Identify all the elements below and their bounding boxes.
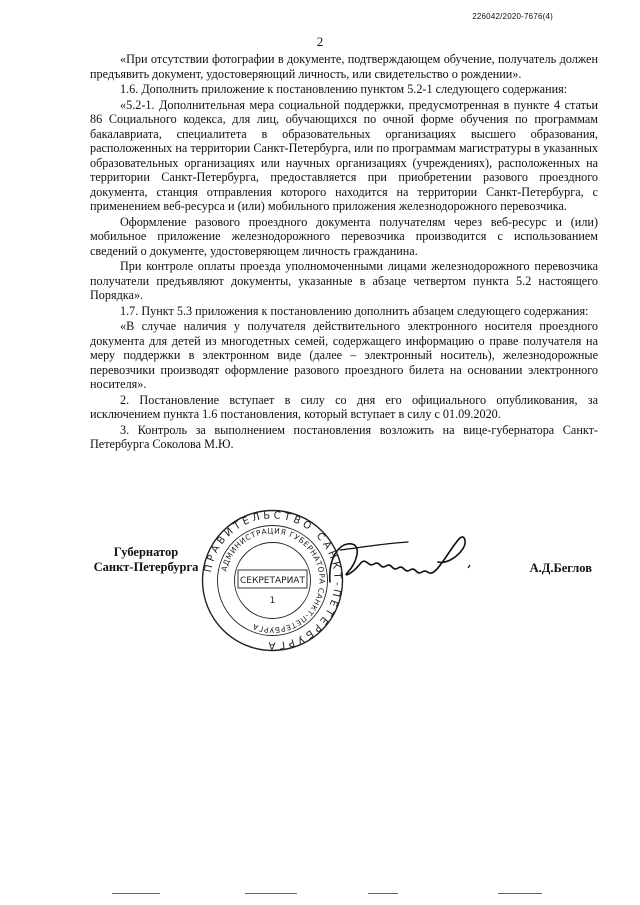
paragraph: Оформление разового проездного документа получателям через веб-ресурс и (или) мобильное приложение железнодорожного перевозчика производится с использованием сведений о документе, удостоверяющем личность гражданина. bbox=[90, 214, 598, 258]
signatory-title-line: Санкт-Петербурга bbox=[93, 560, 199, 574]
signatory-name: А.Д.Беглов bbox=[529, 561, 592, 575]
signatory-title-line: Губернатор bbox=[113, 545, 179, 559]
svg-text:СЕКРЕТАРИАТ: СЕКРЕТАРИАТ bbox=[240, 576, 305, 586]
paragraph: При контроле оплаты проезда уполномоченными лицами железнодорожного перевозчика получатели предъявляют документы, указанные в абзаце четвертом пункта 5.2 настоящего Порядка». bbox=[90, 259, 598, 302]
svg-text:АДМИНИСТРАЦИЯ ГУБЕРНАТОРА САНК: АДМИНИСТРАЦИЯ ГУБЕРНАТОРА САНКТ-ПЕТЕРБУРГА bbox=[219, 526, 327, 635]
paragraph: «5.2-1. Дополнительная мера социальной поддержки, предусмотренная в пункте 4 статьи 86 Социального кодекса, для лиц, обучающихся по очной форме обучения по программам бакалавриата, специалитета в образовательных организациях высшего образования, расположенных на территории Санкт-Петербурга, или по программам магистратуры в указанных образовательных организациях или научных организациях (учреждениях), расположенных на территории Санкт-Петербурга, предоставляется при приобретении разового проездного документа, станция отправления которого находится на территории Санкт-Петербурга, с применением веб-ресурса и (или) мобильного приложения железнодорожного перевозчика. bbox=[90, 97, 598, 213]
handwritten-signature bbox=[318, 520, 478, 600]
paragraph: «В случае наличия у получателя действительного электронного носителя проездного документа для детей из многодетных семей, содержащего информацию о праве получателя на меру поддержки в электронном виде (далее – электронный носитель), железнодорожные перевозчики производят оформление разового проездного билета на основании электронного носителя». bbox=[90, 319, 598, 391]
paragraph: 1.6. Дополнить приложение к постановлению пунктом 5.2-1 следующего содержания: bbox=[120, 82, 568, 96]
svg-text:ПРАВИТЕЛЬСТВО САНКТ-ПЕТЕРБУРГА: ПРАВИТЕЛЬСТВО САНКТ-ПЕТЕРБУРГА bbox=[202, 510, 343, 651]
paragraph: 2. Постановление вступает в силу со дня его официального опубликования, за исключением пункта 1.6 постановления, который вступает в силу с 01.09.2020. bbox=[90, 392, 598, 421]
footer-line bbox=[498, 893, 542, 894]
paragraph: «При отсутствии фотографии в документе, подтверждающем обучение, получатель должен предъявить документ, удостоверяющий личность, или свидетельство о рождении». bbox=[90, 52, 598, 81]
document-body bbox=[90, 52, 598, 453]
signatory-title bbox=[90, 545, 202, 575]
paragraph: 3. Контроль за выполнением постановления возложить на вице-губернатора Санкт-Петербурга Соколова М.Ю. bbox=[90, 422, 598, 451]
document-number: 226042/2020-7676(4) bbox=[472, 12, 553, 21]
footer-line bbox=[245, 893, 297, 894]
paragraph: 1.7. Пункт 5.3 приложения к постановлению дополнить абзацем следующего содержания: bbox=[120, 303, 589, 318]
page-number: 2 bbox=[316, 34, 324, 49]
svg-text:1: 1 bbox=[269, 596, 276, 606]
footer-line bbox=[112, 893, 160, 894]
footer-rule bbox=[0, 893, 640, 899]
footer-line bbox=[368, 893, 398, 894]
